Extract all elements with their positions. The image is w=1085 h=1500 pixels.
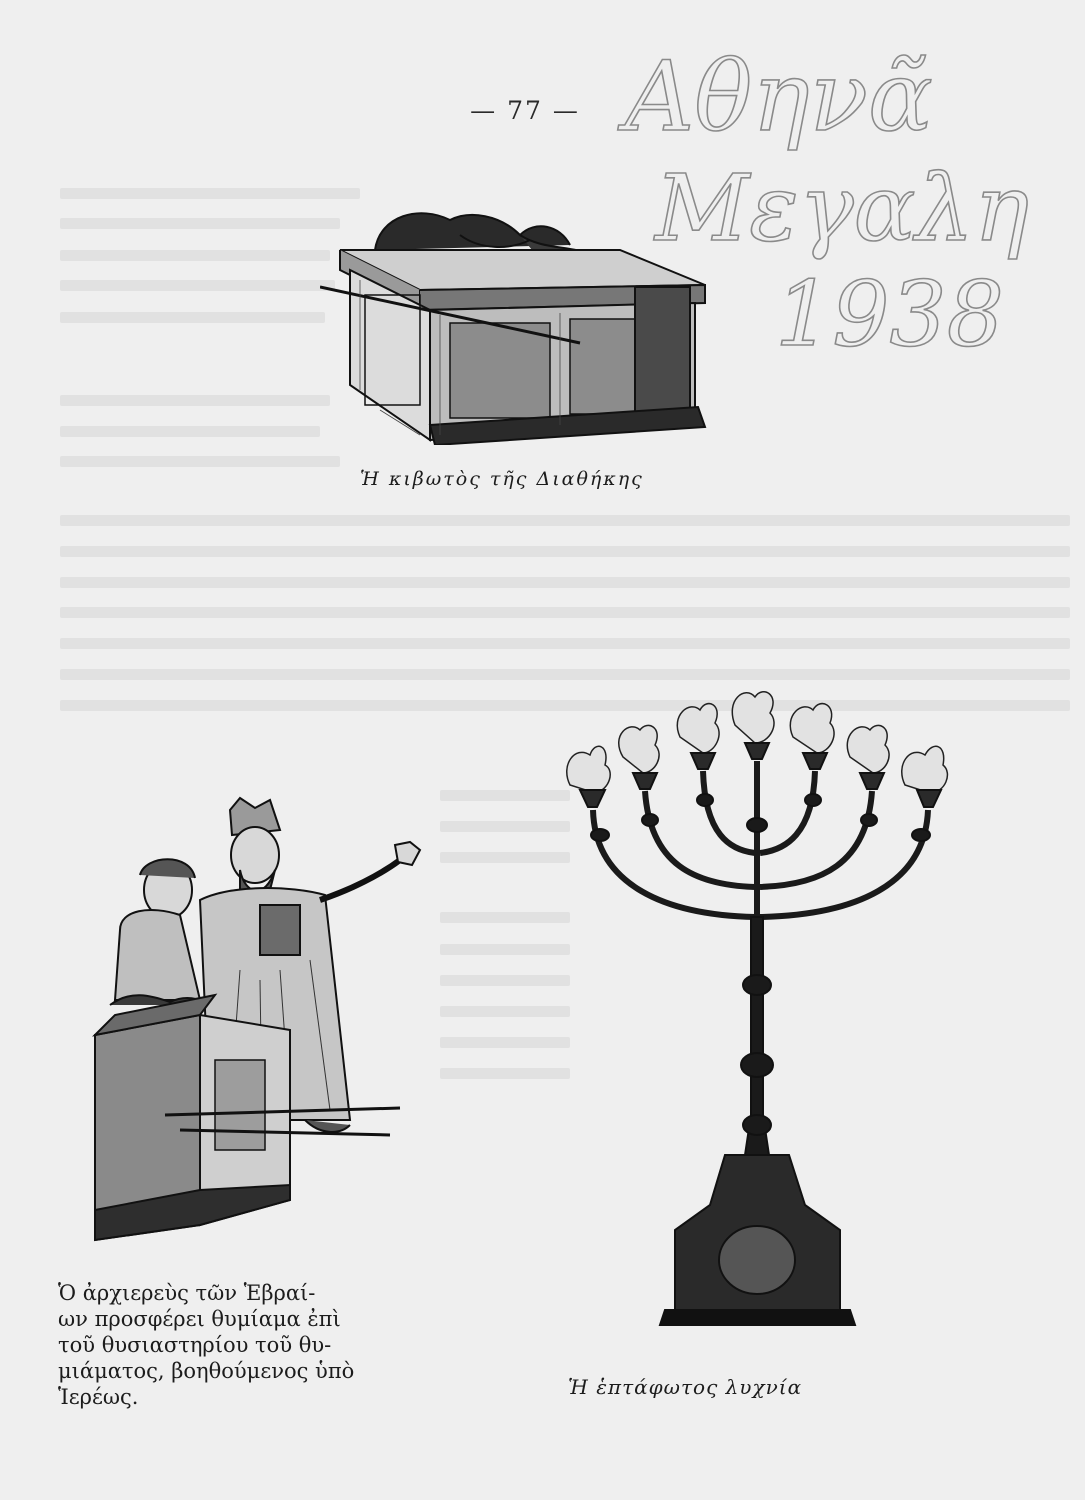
priest-caption-line: μιάματος, βοηθούμενος ὑπὸ — [58, 1359, 355, 1383]
page-number: — 77 — — [470, 96, 580, 125]
priest-caption-line: ων προσφέρει θυμίαμα ἐπὶ — [58, 1307, 341, 1331]
menorah-illustration — [555, 685, 955, 1335]
priest-caption-line: Ὁ ἀρχιερεὺς τῶν Ἑβραί- — [58, 1281, 316, 1305]
handwritten-name-line1: Αθηνᾶ — [625, 41, 933, 153]
menorah-caption: Ἡ ἑπτάφωτος λυχνία — [568, 1375, 803, 1399]
priest-caption-line: τοῦ θυσιαστηρίου τοῦ θυ- — [58, 1333, 332, 1357]
ark-caption: Ἡ κιβωτὸς τῆς Διαθήκης — [360, 468, 644, 490]
priest-caption-line: Ἱερέως. — [58, 1385, 139, 1409]
handwritten-name-line2: Μεγαλη — [655, 155, 1030, 262]
ark-of-covenant-illustration — [320, 195, 720, 445]
high-priest-illustration — [90, 790, 430, 1270]
handwritten-year: 1938 — [775, 262, 1005, 365]
priest-caption — [58, 1280, 442, 1410]
